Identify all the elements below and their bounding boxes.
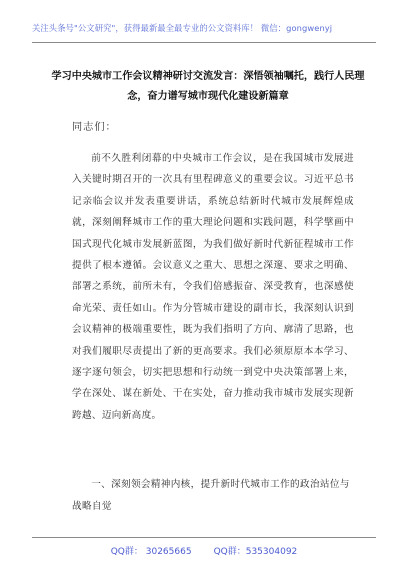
- footer-divider: [32, 537, 376, 538]
- footer-qq-group-2: QQ群：535304092: [213, 547, 298, 557]
- footer: [0, 544, 408, 557]
- header-divider: [32, 42, 376, 43]
- document-title: 学习中央城市工作会议精神研讨交流发言：深悟领袖嘱托，践行人民理念，奋力谱写城市现代化建设新篇章: [51, 71, 365, 102]
- document-body: [72, 148, 354, 426]
- header-banner: 关注头条号"公文研究"，获得最新最全最专业的公文资料库！ 微信：gongwenyj: [32, 23, 333, 33]
- salutation: 同志们：: [72, 122, 117, 133]
- body-paragraph: 前不久胜利闭幕的中央城市工作会议，是在我国城市发展进入关键时期召开的一次具有里程碑意义的重要会议。习近平总书记亲临会议并发表重要讲话，系统总结新时代城市发展辉煌成就，深刻阐释城市工作的重大理论问题和实践问题，科学擘画中国式现代化城市发展新蓝图，为我们做好新时代新征程城市工作提供了根本遵循。会议意义之重大、思想之深邃、要求之明确、部署之系统，前所未有，令我们倍感振奋、深受教育，也深感使命光荣、责任如山。作为分管城市建设的副市长，我深刻认识到会议精神的极端重要性，既为我们指明了方向、廓清了思路，也对我们履职尽责提出了新的更高要求。我们必须原原本本学习、逐字逐句领会，切实把思想和行动统一到党中央决策部署上来，学在深处、谋在新处、干在实处，奋力推动我市城市发展实现新跨越、迈向新高度。: [72, 153, 354, 421]
- section-heading: 一、深刻领会精神内核，提升新时代城市工作的政治站位与战略自觉: [72, 479, 350, 512]
- footer-qq-group-1: QQ群： 30265665: [110, 547, 192, 557]
